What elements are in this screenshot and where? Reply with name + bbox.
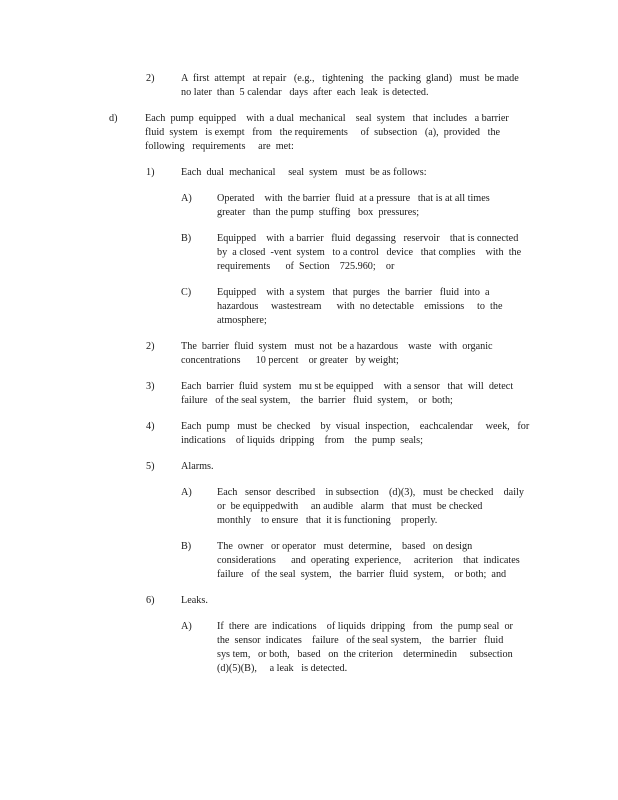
item-text-line: Each pump equipped with a dual mechanical seal system that includes a barrier (145, 113, 509, 124)
item-text-line: requirements of Section 725.960; or (217, 261, 395, 272)
item-text-line: failure of the seal system, the barrier fluid system, or both; and (217, 569, 507, 580)
item-text-line: fluid system is exempt from the requirements of subsection (a), provided the (145, 127, 501, 138)
item-text-line: Each barrier fluid system mu st be equipped with a sensor that will detect (181, 381, 514, 392)
item-text-line: the sensor indicates failure of the seal system, the barrier fluid (217, 635, 504, 646)
item-label: 3) (146, 381, 155, 392)
item-text-line: Alarms. (181, 461, 214, 472)
item-text-line: Each dual mechanical seal system must be as follows: (181, 167, 427, 178)
item-label: 6) (146, 595, 155, 606)
item-text-line: concentrations 10 percent or greater by weight; (181, 355, 399, 366)
item-label: A) (181, 487, 192, 498)
item-label: C) (181, 287, 192, 298)
item-text-line: indications of liquids dripping from the pump seals; (181, 435, 423, 446)
item-label: B) (181, 233, 192, 244)
item-text-line: no later than 5 calendar days after each leak is detected. (181, 87, 429, 98)
item-text-line: If there are indications of liquids dripping from the pump seal or (217, 621, 513, 632)
item-label: B) (181, 541, 192, 552)
item-label: 2) (146, 341, 155, 352)
item-text-line: atmosphere; (217, 315, 267, 326)
item-label: A) (181, 621, 192, 632)
item-text-line: greater than the pump stuffing box pressures; (217, 207, 420, 218)
item-text-line: by a closed -vent system to a control device that complies with the (217, 247, 522, 258)
item-text-line: The owner or operator must determine, based on design (217, 541, 473, 552)
item-text-line: The barrier fluid system must not be a hazardous waste with organic (181, 341, 493, 352)
item-text-line: sys tem, or both, based on the criterion determinedin subsection (217, 649, 513, 660)
item-label: 5) (146, 461, 155, 472)
item-text-line: Each sensor described in subsection (d)(3), must be checked daily (217, 487, 524, 498)
item-text-line: A first attempt at repair (e.g., tightening the packing gland) must be made (181, 73, 519, 84)
item-text-line: Operated with the barrier fluid at a pressure that is at all times (217, 193, 490, 204)
item-label: 2) (146, 73, 155, 84)
item-text-line: Equipped with a system that purges the barrier fluid into a (217, 287, 490, 298)
item-text-line: considerations and operating experience, acriterion that indicates (217, 555, 520, 566)
item-text-line: failure of the seal system, the barrier fluid system, or both; (181, 395, 453, 406)
item-text-line: Each pump must be checked by visual inspection, eachcalendar week, for (181, 421, 530, 432)
item-label: A) (181, 193, 192, 204)
item-text-line: (d)(5)(B), a leak is detected. (217, 663, 348, 674)
item-text-line: Leaks. (181, 595, 208, 606)
item-text-line: hazardous wastestream with no detectable emissions to the (217, 301, 503, 312)
item-label: 4) (146, 421, 155, 432)
item-text-line: or be equippedwith an audible alarm that must be checked (217, 501, 483, 512)
item-text-line: following requirements are met: (145, 141, 294, 152)
item-text-line: Equipped with a barrier fluid degassing reservoir that is connected (217, 233, 519, 244)
item-text-line: monthly to ensure that it is functioning properly. (217, 515, 438, 526)
item-label: d) (109, 113, 118, 124)
item-label: 1) (146, 167, 155, 178)
